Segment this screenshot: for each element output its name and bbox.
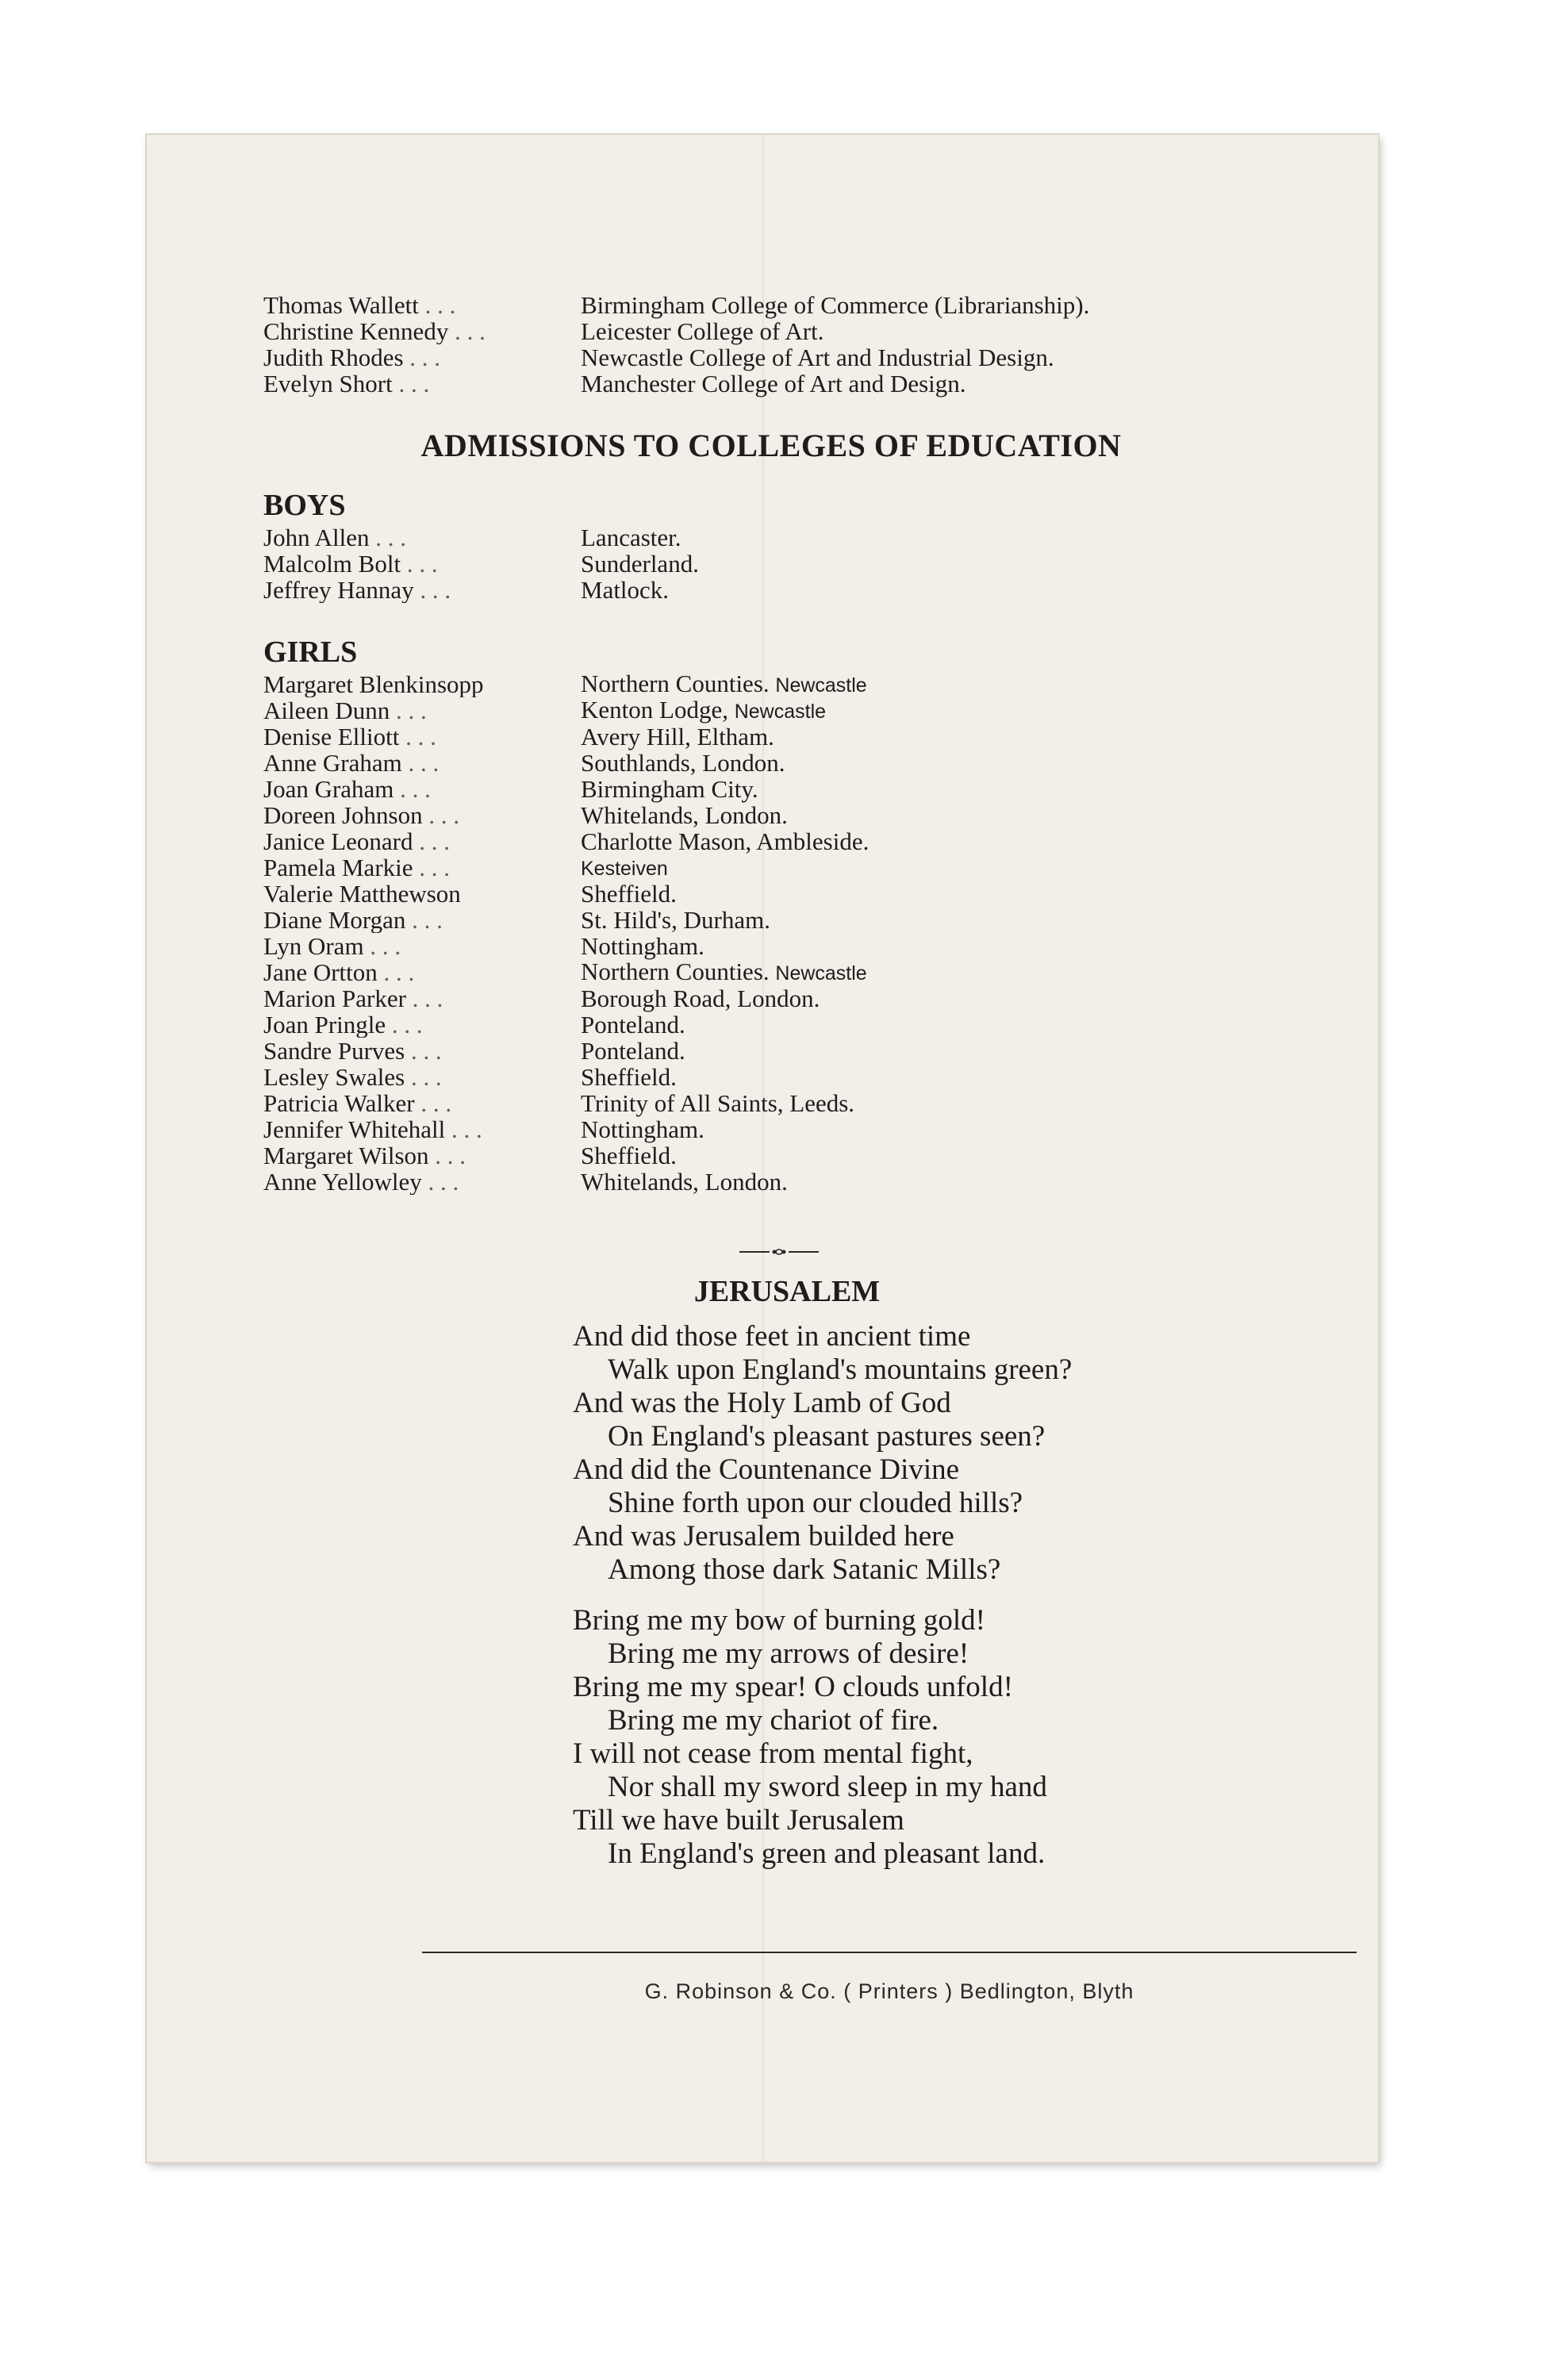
poem-line: Bring me my spear! O clouds unfold! <box>573 1671 1013 1703</box>
ornament-divider-icon <box>739 1244 819 1260</box>
boys-heading: BOYS <box>263 489 346 522</box>
destination: Avery Hill, Eltham. <box>581 723 774 750</box>
list-item <box>263 370 1247 397</box>
list-item <box>263 1142 1247 1169</box>
destination: Nottingham. <box>581 932 704 960</box>
destination: Whitelands, London. <box>581 801 788 829</box>
destination: Charlotte Mason, Ambleside. <box>581 827 869 855</box>
student-name: Evelyn Short . . . <box>263 370 581 397</box>
list-item <box>263 1064 1247 1090</box>
student-name: Anne Yellowley . . . <box>263 1169 581 1195</box>
student-name: Margaret Blenkinsopp <box>263 671 484 697</box>
destination: Nottingham. <box>581 1115 704 1143</box>
destination: Birmingham College of Commerce (Librarianship). <box>581 291 1090 319</box>
student-name: John Allen . . . <box>263 524 581 551</box>
college: Northern Counties. <box>581 957 770 985</box>
student-name: Joan Graham . . . <box>263 776 581 802</box>
list-item <box>263 724 1247 750</box>
student-name: Thomas Wallett . . . <box>263 292 581 318</box>
transfers-list <box>263 292 1247 397</box>
list-item <box>263 776 1247 802</box>
poem-line: Bring me my bow of burning gold! <box>573 1604 986 1637</box>
student-name: Jane Ortton . . . <box>263 959 581 985</box>
list-item <box>263 1116 1247 1142</box>
destination: Matlock. <box>581 576 670 604</box>
list-item <box>263 828 1247 854</box>
student-name: Aileen Dunn . . . <box>263 697 581 724</box>
destination: Borough Road, London. <box>581 985 820 1012</box>
poem-line: In England's green and pleasant land. <box>608 1837 1046 1870</box>
poem-line: Till we have built Jerusalem <box>573 1804 904 1837</box>
destination: Southlands, London. <box>581 749 785 777</box>
student-name: Doreen Johnson . . . <box>263 802 581 828</box>
list-item <box>263 1038 1247 1064</box>
destination <box>581 958 867 987</box>
destination <box>581 697 826 725</box>
list-item <box>263 750 1247 776</box>
student-name: Janice Leonard . . . <box>263 828 581 854</box>
destination: Leicester College of Art. <box>581 317 824 345</box>
town: Newcastle <box>734 700 827 723</box>
list-item <box>263 577 1247 603</box>
stanza <box>573 1320 1247 1587</box>
admissions-heading: ADMISSIONS TO COLLEGES OF EDUCATION <box>420 428 1122 463</box>
list-item <box>263 697 1247 724</box>
destination: Sunderland. <box>581 550 699 578</box>
list-item <box>263 1012 1247 1038</box>
poem-line: Among those dark Satanic Mills? <box>608 1553 1001 1586</box>
list-item <box>263 671 1247 697</box>
town: Newcastle <box>775 962 867 985</box>
list-item <box>263 854 1247 881</box>
destination <box>581 854 668 882</box>
destination: St. Hild's, Durham. <box>581 906 770 934</box>
student-name: Jennifer Whitehall . . . <box>263 1116 581 1142</box>
student-name: Lyn Oram . . . <box>263 933 581 959</box>
poem-line: On England's pleasant pastures seen? <box>608 1420 1046 1453</box>
printer-imprint: G. Robinson & Co. ( Printers ) Bedlington, Blyth <box>644 1979 1134 2003</box>
stanza <box>573 1604 1247 1871</box>
destination: Manchester College of Art and Design. <box>581 370 966 397</box>
girls-list <box>263 671 1247 1195</box>
list-item <box>263 551 1247 577</box>
destination: Newcastle College of Art and Industrial Design. <box>581 344 1054 371</box>
destination: Trinity of All Saints, Leeds. <box>581 1089 855 1117</box>
list-item <box>263 881 1247 907</box>
poem-line: I will not cease from mental fight, <box>573 1737 973 1770</box>
paper-sheet <box>147 135 1378 2162</box>
poem-line: Walk upon England's mountains green? <box>608 1353 1073 1386</box>
student-name: Christine Kennedy . . . <box>263 318 581 344</box>
college: Kenton Lodge, <box>581 695 728 724</box>
destination: Whitelands, London. <box>581 1168 788 1196</box>
list-item <box>263 292 1247 318</box>
student-name: Lesley Swales . . . <box>263 1064 581 1090</box>
footer-rule <box>422 1952 1357 1953</box>
student-name: Valerie Matthewson <box>263 881 461 907</box>
destination: Ponteland. <box>581 1037 685 1065</box>
poem-line: Shine forth upon our clouded hills? <box>608 1487 1023 1519</box>
college: Kesteiven <box>581 857 668 880</box>
student-name: Diane Morgan . . . <box>263 907 581 933</box>
list-item <box>263 524 1247 551</box>
boys-list <box>263 524 1247 603</box>
destination <box>581 670 867 699</box>
destination: Lancaster. <box>581 524 681 551</box>
poem-line: Bring me my chariot of fire. <box>608 1704 939 1737</box>
poem-line: And did those feet in ancient time <box>573 1320 971 1353</box>
list-item <box>263 344 1247 370</box>
student-name: Margaret Wilson . . . <box>263 1142 581 1169</box>
destination: Sheffield. <box>581 880 677 908</box>
poem <box>573 1320 1247 1871</box>
list-item <box>263 1169 1247 1195</box>
poem-title: JERUSALEM <box>693 1275 881 1308</box>
poem-line: And was Jerusalem builded here <box>573 1520 954 1553</box>
college: Northern Counties. <box>581 669 770 697</box>
student-name: Malcolm Bolt . . . <box>263 551 581 577</box>
student-name: Jeffrey Hannay . . . <box>263 577 581 603</box>
student-name: Judith Rhodes . . . <box>263 344 581 370</box>
destination: Sheffield. <box>581 1142 677 1169</box>
student-name: Marion Parker . . . <box>263 985 581 1012</box>
student-name: Anne Graham . . . <box>263 750 581 776</box>
student-name: Patricia Walker . . . <box>263 1090 581 1116</box>
student-name: Pamela Markie . . . <box>263 854 581 881</box>
poem-line: Nor shall my sword sleep in my hand <box>608 1771 1047 1803</box>
list-item <box>263 907 1247 933</box>
list-item <box>263 802 1247 828</box>
poem-line: And did the Countenance Divine <box>573 1453 960 1486</box>
list-item <box>263 933 1247 959</box>
destination: Birmingham City. <box>581 775 758 803</box>
list-item <box>263 318 1247 344</box>
destination: Sheffield. <box>581 1063 677 1091</box>
student-name: Joan Pringle . . . <box>263 1012 581 1038</box>
page-content <box>263 292 1247 1888</box>
student-name: Sandre Purves . . . <box>263 1038 581 1064</box>
student-name: Denise Elliott . . . <box>263 724 581 750</box>
destination: Ponteland. <box>581 1011 685 1038</box>
list-item <box>263 959 1247 985</box>
list-item <box>263 1090 1247 1116</box>
poem-line: Bring me my arrows of desire! <box>608 1637 969 1670</box>
town: Newcastle <box>775 674 867 697</box>
poem-line: And was the Holy Lamb of God <box>573 1387 951 1419</box>
girls-heading: GIRLS <box>263 635 358 669</box>
list-item <box>263 985 1247 1012</box>
